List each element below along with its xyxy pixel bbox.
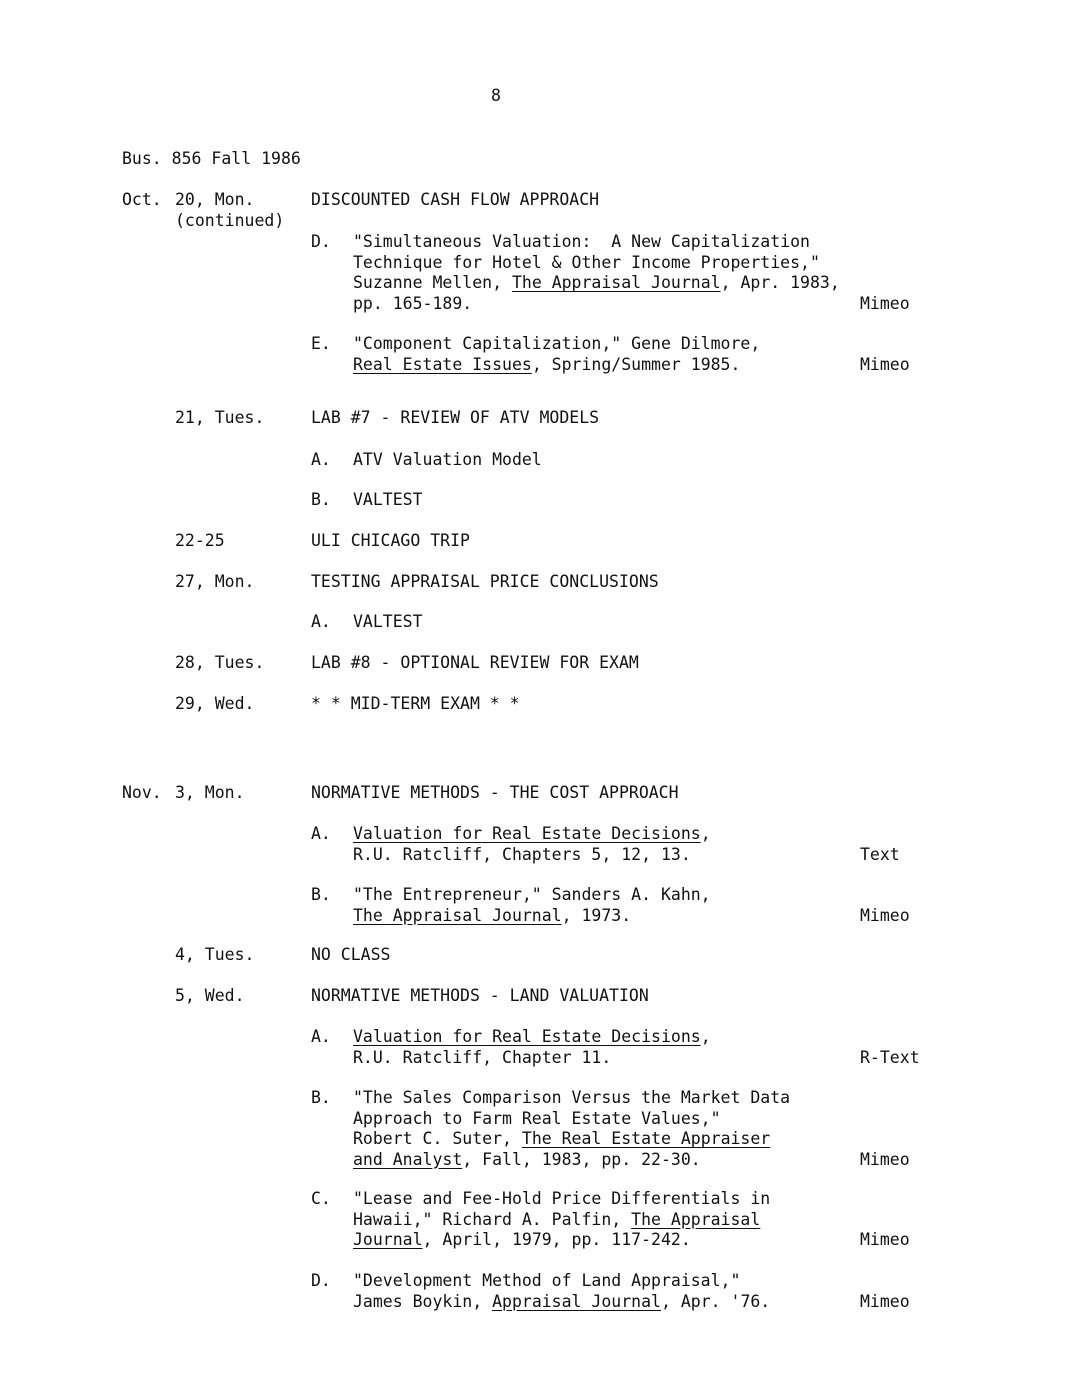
citation-line bbox=[353, 845, 711, 866]
reading-citation bbox=[353, 334, 760, 375]
reading-letter: B. bbox=[311, 490, 331, 509]
citation-line bbox=[353, 906, 711, 927]
citation-line bbox=[353, 1292, 770, 1313]
reading-source: R-Text bbox=[860, 1047, 920, 1067]
citation-text: Suzanne Mellen, bbox=[353, 273, 512, 292]
entry-month: Oct. bbox=[122, 190, 162, 209]
citation-line bbox=[353, 490, 423, 511]
citation-line bbox=[353, 1271, 770, 1292]
citation-title: Valuation for Real Estate Decisions bbox=[353, 1027, 701, 1046]
reading-citation bbox=[353, 885, 711, 926]
reading-letter: D. bbox=[311, 232, 331, 251]
citation-text: "Lease and Fee-Hold Price Differentials in bbox=[353, 1189, 771, 1208]
reading-letter: A. bbox=[311, 450, 331, 469]
citation-text: VALTEST bbox=[353, 490, 423, 509]
citation-line bbox=[353, 1150, 790, 1171]
reading-citation bbox=[353, 1088, 790, 1170]
citation-line bbox=[353, 1109, 790, 1130]
citation-text: "Simultaneous Valuation: A New Capitalization bbox=[353, 232, 810, 251]
citation-line bbox=[353, 1088, 790, 1109]
citation-text: , Fall, 1983, pp. 22-30. bbox=[462, 1149, 701, 1169]
citation-title: The Appraisal Journal bbox=[511, 273, 721, 292]
citation-text: , Apr. 1983, bbox=[720, 273, 840, 292]
reading-letter: B. bbox=[311, 885, 331, 904]
reading-source: Mimeo bbox=[860, 905, 910, 925]
citation-title: The Appraisal Journal bbox=[353, 905, 562, 925]
citation-line bbox=[353, 824, 711, 845]
citation-line bbox=[353, 1230, 770, 1251]
entry-topic: NORMATIVE METHODS - LAND VALUATION bbox=[311, 986, 649, 1005]
citation-text: R.U. Ratcliff, Chapters 5, 12, 13. bbox=[353, 844, 691, 864]
citation-title: Real Estate Issues bbox=[353, 354, 532, 374]
citation-line bbox=[353, 253, 840, 274]
entry-topic: TESTING APPRAISAL PRICE CONCLUSIONS bbox=[311, 572, 659, 591]
citation-text: , April, 1979, pp. 117-242. bbox=[422, 1230, 691, 1249]
citation-text: "The Sales Comparison Versus the Market Data bbox=[353, 1088, 791, 1107]
entry-date: 5, Wed. bbox=[175, 986, 245, 1005]
citation-text: Technique for Hotel & Other Income Properties," bbox=[353, 252, 820, 272]
page-number: 8 bbox=[491, 86, 501, 105]
reading-citation bbox=[353, 450, 542, 471]
entry-month: Nov. bbox=[122, 783, 162, 802]
citation-text: Robert C. Suter, bbox=[353, 1129, 522, 1148]
entry-topic: * * MID-TERM EXAM * * bbox=[311, 694, 520, 713]
reading-source: Mimeo bbox=[860, 1291, 910, 1311]
citation-text: , 1973. bbox=[561, 905, 632, 925]
entry-date-note: (continued) bbox=[175, 210, 285, 230]
citation-line bbox=[353, 1048, 711, 1069]
citation-title: and Analyst bbox=[353, 1149, 463, 1169]
citation-line bbox=[353, 1210, 770, 1231]
citation-line bbox=[353, 273, 840, 294]
entry-date: 27, Mon. bbox=[175, 572, 255, 591]
citation-line bbox=[353, 450, 542, 471]
citation-text: VALTEST bbox=[353, 612, 423, 631]
entry-date: 22-25 bbox=[175, 531, 225, 550]
entry-topic: LAB #8 - OPTIONAL REVIEW FOR EXAM bbox=[311, 653, 639, 672]
reading-letter: B. bbox=[311, 1088, 331, 1107]
course-header: Bus. 856 Fall 1986 bbox=[122, 149, 301, 168]
citation-line bbox=[353, 1189, 770, 1210]
reading-letter: D. bbox=[311, 1271, 331, 1290]
reading-letter: E. bbox=[311, 334, 331, 353]
entry-topic: DISCOUNTED CASH FLOW APPROACH bbox=[311, 190, 600, 209]
entry-date: 21, Tues. bbox=[175, 408, 265, 427]
reading-citation bbox=[353, 490, 423, 511]
reading-source: Text bbox=[860, 844, 900, 864]
citation-text: , bbox=[700, 824, 711, 843]
entry-topic: NO CLASS bbox=[311, 945, 391, 964]
citation-text: Approach to Farm Real Estate Values," bbox=[353, 1108, 721, 1128]
citation-text: "Development Method of Land Appraisal," bbox=[353, 1271, 741, 1290]
reading-citation bbox=[353, 824, 711, 865]
entry-date: 28, Tues. bbox=[175, 653, 265, 672]
citation-text: pp. 165-189. bbox=[353, 293, 473, 313]
reading-source: Mimeo bbox=[860, 1149, 910, 1169]
citation-text: "Component Capitalization," Gene Dilmore, bbox=[353, 334, 761, 353]
citation-text: , Spring/Summer 1985. bbox=[531, 354, 741, 374]
citation-text: R.U. Ratcliff, Chapter 11. bbox=[353, 1047, 612, 1067]
citation-title: Valuation for Real Estate Decisions bbox=[353, 824, 701, 843]
citation-line bbox=[353, 294, 840, 315]
citation-title: Appraisal Journal bbox=[492, 1291, 661, 1311]
reading-letter: A. bbox=[311, 612, 331, 631]
citation-title: Journal bbox=[353, 1230, 423, 1249]
reading-letter: A. bbox=[311, 1027, 331, 1046]
reading-citation bbox=[353, 1271, 770, 1312]
citation-text: "The Entrepreneur," Sanders A. Kahn, bbox=[353, 885, 711, 904]
entry-date: 4, Tues. bbox=[175, 945, 255, 964]
citation-title: The Appraisal bbox=[631, 1209, 761, 1229]
citation-line bbox=[353, 885, 711, 906]
citation-text: , Apr. '76. bbox=[660, 1291, 771, 1311]
citation-line bbox=[353, 334, 760, 355]
entry-topic: NORMATIVE METHODS - THE COST APPROACH bbox=[311, 783, 679, 802]
reading-source: Mimeo bbox=[860, 354, 910, 374]
entry-date: 20, Mon. bbox=[175, 190, 255, 209]
reading-citation bbox=[353, 612, 423, 633]
entry-date: 29, Wed. bbox=[175, 694, 255, 713]
reading-letter: A. bbox=[311, 824, 331, 843]
citation-line bbox=[353, 1027, 711, 1048]
citation-title: The Real Estate Appraiser bbox=[521, 1129, 771, 1148]
reading-citation bbox=[353, 1189, 770, 1251]
citation-line bbox=[353, 1129, 790, 1150]
reading-letter: C. bbox=[311, 1189, 331, 1208]
reading-source: Mimeo bbox=[860, 293, 910, 313]
reading-source: Mimeo bbox=[860, 1230, 910, 1249]
citation-text: , bbox=[700, 1027, 711, 1046]
citation-line bbox=[353, 612, 423, 633]
citation-line bbox=[353, 355, 760, 376]
entry-topic: ULI CHICAGO TRIP bbox=[311, 531, 470, 550]
citation-text: Hawaii," Richard A. Palfin, bbox=[353, 1209, 632, 1229]
citation-text: ATV Valuation Model bbox=[353, 450, 542, 469]
entry-topic: LAB #7 - REVIEW OF ATV MODELS bbox=[311, 408, 600, 427]
citation-text: James Boykin, bbox=[353, 1291, 493, 1311]
reading-citation bbox=[353, 232, 840, 314]
reading-citation bbox=[353, 1027, 711, 1068]
citation-line bbox=[353, 232, 840, 253]
entry-date: 3, Mon. bbox=[175, 783, 245, 802]
